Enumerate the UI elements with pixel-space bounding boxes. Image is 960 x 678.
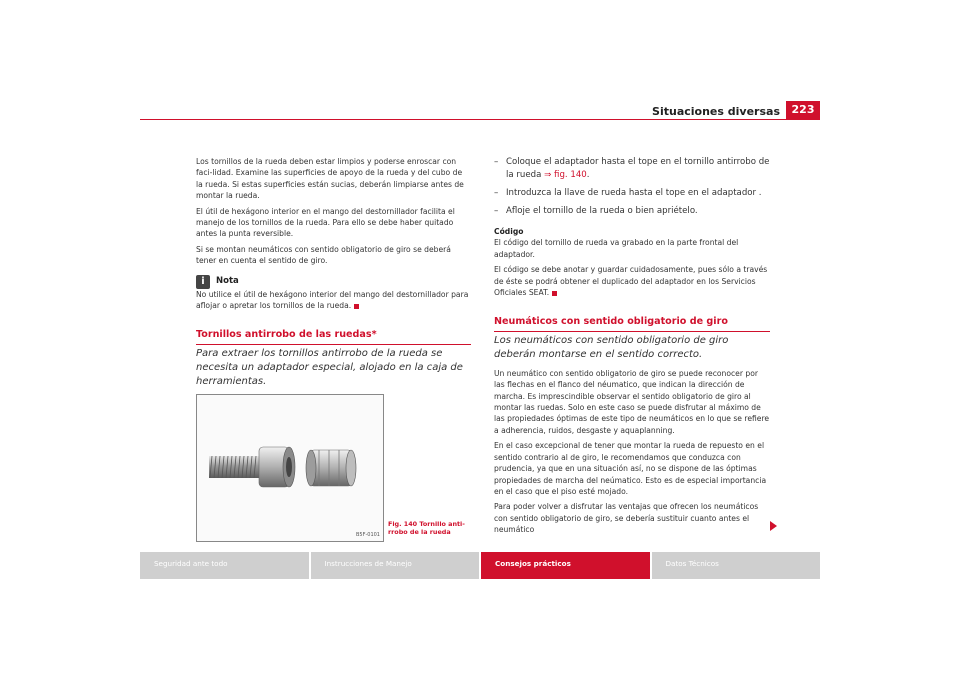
code-subheading: Código (494, 227, 524, 236)
figure-wheel-bolt (196, 394, 384, 542)
info-note-icon: i (196, 275, 210, 289)
note-label: Nota (216, 275, 239, 286)
footer-tab-consejos[interactable]: Consejos prácticos (481, 552, 650, 579)
list-item: – Afloje el tornillo de la rueda o bien apriételo. (494, 206, 698, 216)
footer-tab-instrucciones[interactable]: Instrucciones de Manejo (311, 552, 480, 579)
paragraph: El código del tornillo de rueda va grabado en la parte frontal del adaptador. (494, 238, 739, 259)
figure-code: B5F-0101 (355, 532, 380, 538)
footer-tab-seguridad[interactable]: Seguridad ante todo (140, 552, 309, 579)
paragraph: El código se debe anotar y guardar cuidadosamente, pues sólo a través de éste se podrá obtener el duplicado del adaptador en los Servicios Oficiales SEAT. (494, 265, 768, 298)
figure-reference-link[interactable]: ⇒ fig. 140 (544, 170, 587, 180)
list-item: – Coloque el adaptador hasta el tope en el tornillo antirrobo de la rueda ⇒ fig. 140. (494, 157, 770, 180)
paragraph: En el caso excepcional de tener que montar la rueda de repuesto en el sentido contrario al de giro, le recomendamos que conduzca con prudencia, ya que en una situación así, no se dispone de las óptimas propiedades de marcha del neúmatico. Esto es de especial importancia en el caso que el piso esté mojado. (494, 441, 767, 496)
right-column (494, 156, 770, 540)
section-title-neumaticos: Neumáticos con sentido obligatorio de giro (494, 316, 770, 331)
footer-nav (140, 552, 820, 579)
section-lead-neumaticos: Los neumáticos con sentido obligatorio de giro deberán montarse en el sentido correcto. (494, 334, 729, 360)
section-title-antirrobo: Tornillos antirrobo de las ruedas* (196, 329, 471, 344)
list-item: – Introduzca la llave de rueda hasta el tope en el adaptador . (494, 188, 762, 198)
note-text: No utilice el útil de hexágono interior del mango del destornillador para aflojar o apretar los tornillos de la rueda. (196, 289, 469, 311)
wheel-bolt-illustration (197, 395, 383, 541)
paragraph: Los tornillos de la rueda deben estar limpios y poderse enroscar con faci-lidad. Examine las superficies de apoyo de la rueda y del cubo de la rueda. Si estas superficies están sucias, deberán limpiarse antes de montar la rueda. (196, 157, 464, 201)
header-divider (140, 119, 820, 120)
figure-caption: Fig. 140 Tornillo anti- rrobo de la rueda (388, 520, 465, 537)
left-column (196, 156, 471, 393)
page-number: 223 (786, 101, 820, 119)
note-header (196, 275, 471, 289)
paragraph: Para poder volver a disfrutar las ventajas que ofrecen los neumáticos con sentido obligatorio de giro, se debería sustituir cuanto antes el neumático (494, 502, 759, 535)
section-end-icon (354, 304, 359, 309)
paragraph: El útil de hexágono interior en el mango del destornillador facilita el manejo de los tornillos de la rueda. Para ello se debe haber quitado antes la punta reversible. (196, 206, 455, 239)
section-end-icon (552, 291, 557, 296)
paragraph: Un neumático con sentido obligatorio de giro se puede reconocer por las flechas en el flanco del néumatico, que indican la dirección de marcha. Es imprescindible observar el sentido obligatorio de giro al montar las ruedas. Solo en este caso se puede disfrutar al máximo de las propiedades óptimas de este tipo de neumáticos en lo que se refiere a adherencia, ruidos, desgaste y aquaplanning. (494, 368, 770, 435)
paragraph: Si se montan neumáticos con sentido obligatorio de giro se deberá tener en cuenta el sentido de giro. (196, 244, 451, 266)
next-page-arrow-icon[interactable] (770, 521, 777, 531)
page-header-title: Situaciones diversas (652, 105, 780, 118)
footer-tab-datos[interactable]: Datos Técnicos (652, 552, 821, 579)
section-lead-antirrobo: Para extraer los tornillos antirrobo de la rueda se necesita un adaptador especial, alojado en la caja de herramientas. (196, 347, 463, 387)
